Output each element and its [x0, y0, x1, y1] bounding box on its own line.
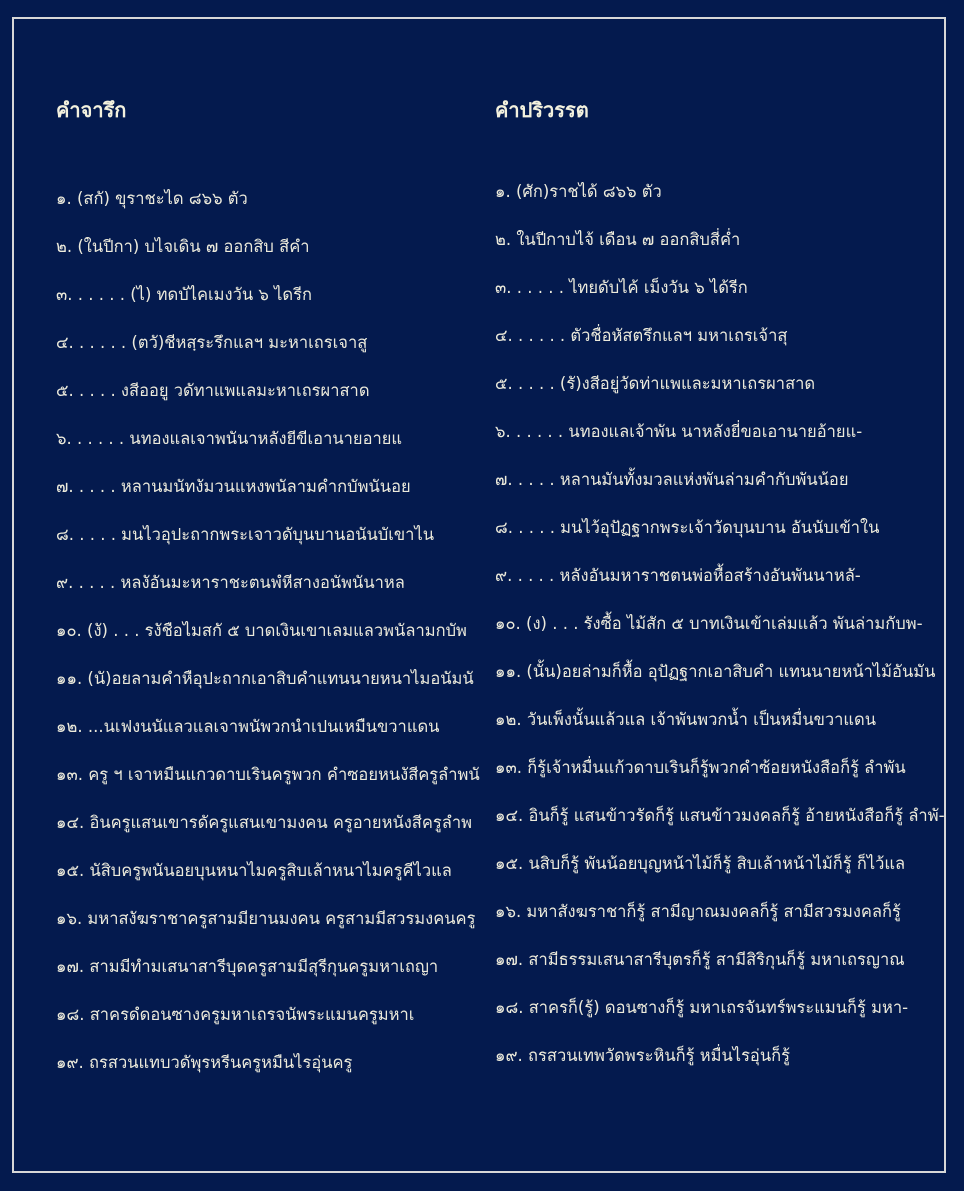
- inscription-line: ๗. . . . . หลานมนัทงัมวนแหงพนัลามคำกบัพนันอย: [56, 477, 411, 496]
- inscription-line: ๒. (ในปีกา) บไจเดิน ๗ ออกสิบ สีคำ: [56, 237, 310, 256]
- inscription-line: ๑๔. อินครูแสนเขารดัครูแสนเขามงคน ครูอายหนังสีครูลําพ: [56, 813, 473, 832]
- transliteration-line: ๕. . . . . (รั)งสีอยู่วัดท่าแพและมหาเถรผาสาด: [495, 374, 816, 393]
- transliteration-line: ๑๘. สาครก็(รู้) ดอนซางก็รู้ มหาเถรจันทร์พระแมนก็รู้ มหา-: [495, 998, 909, 1017]
- transliteration-line: ๑๕. นสิบก็รู้ พันน้อยบุญหน้าไม้ก็รู้ สิบเล้าหน้าไม้ก็รู้ ก็ไว้แล: [495, 854, 906, 873]
- inscription-line: ๘. . . . . มนไวอุปะถากพระเจาวดับุนบานอนันบัเขาไน: [56, 525, 435, 544]
- transliteration-line: ๓. . . . . . ไทยดับไค้ เม็งวัน ๖ ได้รีก: [495, 278, 748, 297]
- transliteration-line: ๖. . . . . . นทองแลเจ้าพัน นาหลังยี่ขอเอานายอ้ายแ-: [495, 422, 863, 441]
- transliteration-line: ๙. . . . . หลังอันมหาราชตนพ่อหื้อสร้างอันพันนาหลั-: [495, 566, 861, 585]
- inscription-line: ๙. . . . . หลงัอันมะหาราชะตนพํหีสางอนัพนันาหล: [56, 573, 405, 592]
- inscription-line: ๑๑. (นั)อยลามคําหือุปะถากเอาสิบคําแทนนายหนาไมอนัมนั: [56, 669, 474, 688]
- transliteration-line: ๑๔. อินก็รู้ แสนข้าวรัดก็รู้ แสนข้าวมงคลก็รู้ อ้ายหนังสือก็รู้ ลำพั-: [495, 806, 945, 825]
- inscription-line: ๕. . . . . งสีออยู วดัทาแพแลมะหาเถรผาสาด: [56, 381, 370, 400]
- transliteration-line: ๑๒. วันเพ็งนั้นแล้วแล เจ้าพันพวกน้ำ เป็นหมื่นขวาแดน: [495, 710, 877, 729]
- transliteration-line: ๑๖. มหาสังฆราชาก็รู้ สามีญาณมงคลก็รู้ สามีสวรมงคลก็รู้: [495, 902, 901, 921]
- transliteration-title: คำปริวรรต: [495, 98, 589, 122]
- inscription-line: ๑๗. สามมีทํามเสนาสารีบุดครูสามมีสุรีกุนครูมหาเถญา: [56, 957, 439, 976]
- inscription-line: ๑๒. ...นเฟงนนัแลวแลเจาพนัพวกนําเปนเหมืนขวาแดน: [56, 717, 440, 736]
- inscription-lines: [56, 187, 486, 1099]
- inscription-line: ๔. . . . . . (ตวั)ชีหสฺระรึกแลฯ มะหาเถรเจาสู: [56, 333, 368, 352]
- inscription-line: ๓. . . . . . (ไ) ทดบัไคเมงวัน ๖ ไดรีก: [56, 285, 312, 304]
- inscription-line: ๑๘. สาครดํดอนซางครูมหาเถรจนัพระแมนครูมหาเ: [56, 1005, 415, 1024]
- transliteration-line: ๔. . . . . . ตัวชื่อหัสตรึกแลฯ มหาเถรเจ้าสุ: [495, 326, 788, 345]
- transliteration-line: ๒. ในปีกาบไจ้ เดือน ๗ ออกสิบสี่ค่ำ: [495, 230, 741, 249]
- transliteration-line: ๗. . . . . หลานมันทั้งมวลแห่งพันล่ามคำกับพันน้อย: [495, 470, 849, 489]
- transliteration-column: [495, 95, 950, 1092]
- transliteration-line: ๑๗. สามีธรรมเสนาสารีบุตรก็รู้ สามีสิริกุนก็รู้ มหาเถรญาณ: [495, 950, 905, 969]
- transliteration-line: ๑๙. ถรสวนเทพวัดพระหินก็รู้ หมื่นไรอุ่นก็รู้: [495, 1046, 790, 1065]
- transliteration-line: ๑๑. (นั้น)อยล่ามก็หื้อ อุปัฏฐากเอาสิบคำ แทนนายหน้าไม้อันมัน: [495, 662, 936, 681]
- inscription-line: ๑. (สกั) ขุราชะได ๘๖๖ ตัว: [56, 189, 248, 208]
- inscription-line: ๑๓. ครู ฯ เจาหมืนแกวดาบเรินครูพวก คําซอยหนงัสีครูลําพนั: [56, 765, 480, 784]
- transliteration-lines: [495, 180, 950, 1092]
- inscription-line: ๑๙. ถรสวนแทบวดัพุรหรีนครูหมืนไรอุ่นครู: [56, 1053, 353, 1072]
- inscription-line: ๑๐. (งั) . . . รงัชือไมสกั ๕ บาดเงินเขาเลมแลวพนัลามกบัพ: [56, 621, 467, 640]
- transliteration-line: ๘. . . . . มนไว้อุปัฏฐากพระเจ้าวัดบุนบาน อันนับเข้าใน: [495, 518, 880, 537]
- transliteration-line: ๑. (ศัก)ราชได้ ๘๖๖ ตัว: [495, 182, 662, 201]
- inscription-line: ๖. . . . . . นทองแลเจาพนันาหลังยีขีเอานายอายแ: [56, 429, 403, 448]
- transliteration-line: ๑๓. ก็รู้เจ้าหมื่นแก้วดาบเรินก็รู้พวกคำซ้อยหนังสือก็รู้ ลำพัน: [495, 758, 906, 777]
- inscription-column: [56, 95, 486, 1099]
- inscription-line: ๑๕. นัสิบครูพนันอยบุนหนาไมครูสิบเล้าหนาไมครูคีไวแล: [56, 861, 452, 880]
- inscription-line: ๑๖. มหาสงัฆราชาครูสามมียานมงคน ครูสามมีสวรมงคนครู: [56, 909, 476, 928]
- inscription-title: คำจารึก: [56, 98, 127, 122]
- transliteration-line: ๑๐. (ง) . . . รังซื้อ ไม้สัก ๕ บาทเงินเข้าเล่มแล้ว พันล่ามกับพ-: [495, 614, 923, 633]
